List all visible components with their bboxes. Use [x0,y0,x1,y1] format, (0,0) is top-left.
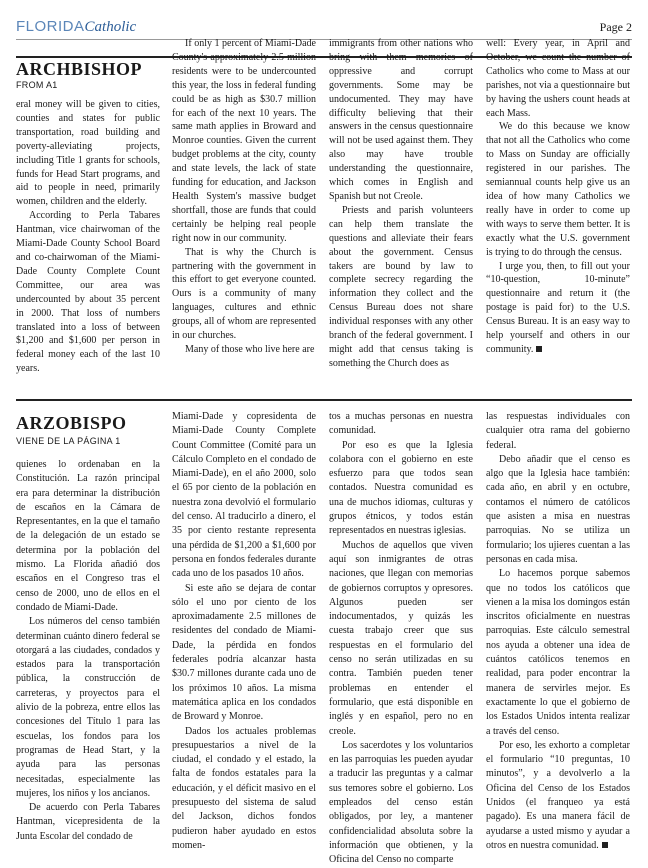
paragraph: We do this because we know that not all the Catholics who come to Mass on Sunday are officially registered in our parishes. The semiannual counts help give us an idea of how many Catholics we really have in order to come up with ways to serve them better. It is exactly what the U.S. government is trying to do through the census. [486,121,630,258]
paragraph: Muchos de aquellos que viven aquí son inmigrantes de otras naciones, que llegan con memorias de gobiernos corruptos y opresores. Algunos pueden ser indocumentados, y quizás les cuesta trabajo creer que sus respuestas en el formulario del censo no serán utilizadas en su contra. También pueden tener problemas en entender el formulario, que está disponible en inglés y en español, pero no en creole. [329,539,473,737]
paragraph: Debo añadir que el censo es algo que la Iglesia hace también: cada año, en abril y en octubre, contamos el número de católicos que asisten a misa en nuestras parroquias. No se utiliza un formulario; los ujieres cuentan a las personas en cada misa. [486,453,630,565]
spanish-column-1 [16,458,160,844]
paragraph: Lo hacemos porque sabemos que no todos los católicos que vienen a la misa los domingos están inscritos oficialmente en nuestras parroquias. Este cálculo semestral nos ayuda a obtener una idea de cuántos católicos tenemos en realidad, para poder encontrar la manera de servirles mejor. Es exactamente lo que el gobierno de los Estados Unidos intenta realizar a través del censo. [486,568,630,737]
paragraph: las respuestas individuales con cualquier otra rama del gobierno federal. [486,411,630,451]
masthead-logo [16,18,136,36]
paragraph: tos a muchas personas en nuestra comunidad. [329,411,473,437]
end-mark-icon [536,346,542,352]
paragraph: Dados los actuales problemas presupuestarios a nivel de la ciudad, el condado y el estado, la falta de fondos estatales para la educación, y el déficit masivo en el presupuesto del sistema de salud del Jackson, dichos fondos pudieron haber ayudado en estos momen- [172,725,316,851]
paragraph: Miami-Dade y copresidenta de Miami-Dade County Complete Count Committee (Comité para un Cálculo Completo en el condado de Miami-Dade), en el año 2000, solo el 65 por ciento de la población en nuestra zona devolvió el formulario del censo. Al traducirlo a dinero, el 35 por ciento restante representa una pérdida de $1,200 a $1,600 por persona en fondos federales durante cada uno de los pasados 10 años. [172,411,316,580]
section-rule-spanish [16,399,632,401]
english-column-1 [16,98,160,376]
paragraph: Los sacerdotes y los voluntarios en las parroquias les pueden ayudar a traducir las preguntas y a calmar sus temores sobre el gobierno. Los empleados del censo están obligados, por ley, a mantener confidencialidad absoluta sobre la información que obtienen, y la Oficina del Censo no comparte [329,739,473,866]
english-column-3 [329,37,473,371]
paragraph-text: Por eso, les exhorto a completar el formulario “10 preguntas, 10 minutos”, y a devolverlo a la Oficina del Censo de los Estados Unidos (el franqueo ya está pagado). Es una manera fácil de ayudarse a usted mismo y ayudar a otros en nuestra comunidad. [486,739,630,851]
paragraph: well: Every year, in April and October, we count the number of Catholics who come to Mass at our parishes, not via a questionnaire but by having the ushers count heads at each Mass. [486,38,630,119]
paragraph: Many of those who live here are [185,343,315,355]
paragraph: De acuerdo con Perla Tabares Hantman, vicepresidenta de la Junta Escolar del condado de [16,802,160,842]
spanish-column-3 [329,410,473,868]
paragraph: Por eso es que la Iglesia colabora con el gobierno en este esfuerzo para que todos sean contados. Nuestra comunidad es una de muchos idiomas, culturas y grupos étnicos, y todos están representados en nuestras iglesias. [329,439,473,537]
english-column-4 [486,37,630,357]
section-subtitle-spanish: VIENE DE LA PÁGINA 1 [16,436,121,446]
paragraph [486,260,630,357]
paragraph: If only 1 percent of Miami-Dade County's approximately 2.5 million residents were to be undercounted this year, the loss in federal funding could be as high as $30.7 million for each of the next 10 years. The same math applies in Broward and Monroe counties. Given the current budget problems at the city, county and state levels, the lack of state funding for education, and Jackson Health System's massive budget shortfall, those are funds that could certainly be helping real people right now in our community. [172,38,316,244]
spanish-column-4 [486,410,630,853]
paragraph [486,739,630,853]
brand-florida: FLORIDA [16,18,85,35]
section-subtitle-english: FROM A1 [16,80,58,90]
section-title-spanish: ARZOBISPO [16,413,127,433]
paragraph: quienes lo ordenaban en la Constitución. La razón principal era para determinar la distribución de escaños en la Cámara de Representantes, en la que el tamaño de la delegación de un estado se determina por la población del mismo. La Florida añadió dos escaños en el Congreso tras el censo de 2000, uno de ellos en el condado de Miami-Dade. [16,459,160,613]
brand-catholic: Catholic [84,19,137,35]
page-number: Page 2 [599,20,632,34]
paragraph: immigrants from other nations who bring with them memories of oppressive and corrupt governments. Some may be undocumented. They may have difficulty believing that their answers in the census questionnaire will not be used against them. They also may have trouble understanding the questionnaire, which comes in English and Spanish but not Creole. [329,38,473,202]
english-column-2 [172,37,316,357]
paragraph: That is why the Church is partnering with the government in this effort to get everyone counted. Ours is a community of many languages, cultures and ethnic groups, all of whom are represented in our churches. [172,246,316,342]
end-mark-icon [602,842,608,848]
paragraph-text: I urge you, then, to fill out your “10-question, 10-minute” questionnaire and return it (the postage is paid for) to the U.S. Census Bureau. It is an easy way to help yourself and others in our community. [486,260,630,355]
paragraph: Priests and parish volunteers can help them translate the questions and alleviate their fears about the government. Census takers are bound by law to complete secrecy regarding the information they collect and the Census Bureau does not share individual responses with any other branch of the federal government. I might add that census taking is something the Church does as [329,204,473,369]
spanish-column-2 [172,410,316,853]
section-title-english: ARCHBISHOP [16,59,143,79]
paragraph: According to Perla Tabares Hantman, vice chairwoman of the Miami-Dade County School Board and co-chairwoman of the Miami-Dade County Complete Count Committee, our area was undercounted by about 35 percent in 2000. That loss of numbers translated into a loss of between $1,200 and $1,600 per person in federal money each of the last 10 years. [16,210,160,375]
paragraph: Los números del censo también determinan cuánto dinero federal se otorgará a las ciudades, condados y estados para la transportación pública, la construcción de carreteras, y proyectos para el alivio de la pobreza, entre ellos las concesiones del Título 1 para las escuelas, los fondos para los programas de Head Start, y la ayuda para las personas necesitadas, especialmente las mujeres, los niños y los ancianos. [16,616,160,799]
paragraph: Si este año se dejara de contar sólo el uno por ciento de los aproximadamente 2.5 millones de residentes del condado de Miami-Dade, la pérdida en fondos federales podría alcanzar hasta $30.7 millones durante cada uno de los próximos 10 años. La misma matemática aplica en los condados de Broward y Monroe. [172,582,316,723]
paragraph: eral money will be given to cities, counties and states for public transportation, road building and poverty-alleviating projects, including Title 1 grants for schools, funds for Head Start programs, and aid to people in need, primarily women, children and the elderly. [16,99,160,208]
